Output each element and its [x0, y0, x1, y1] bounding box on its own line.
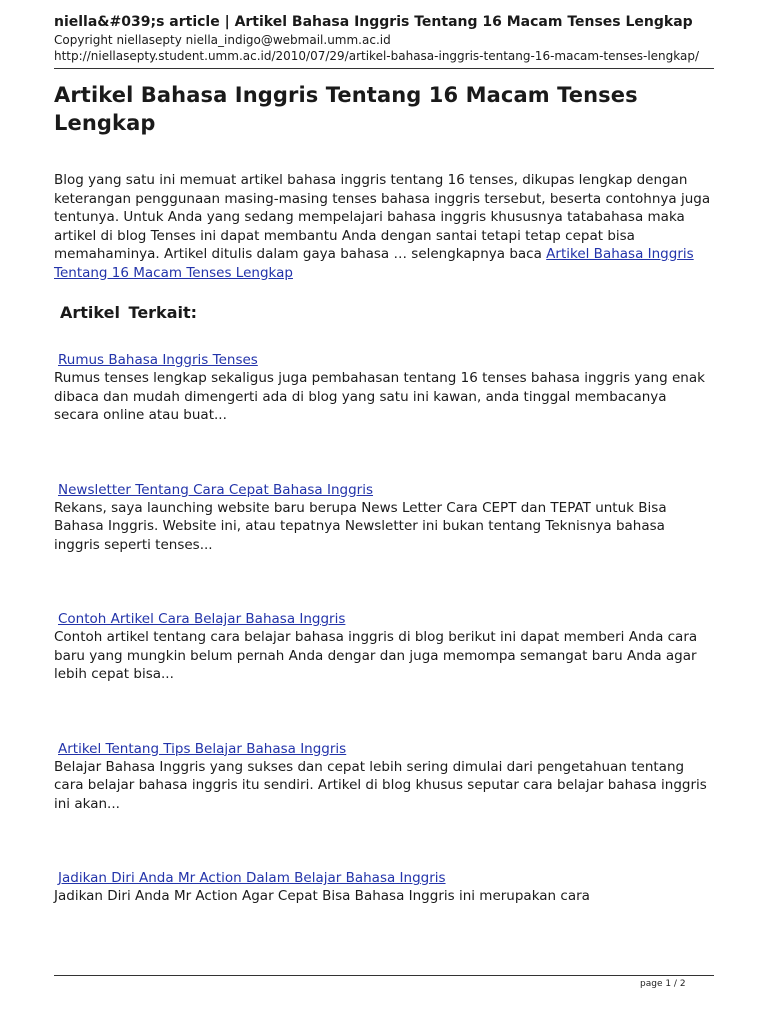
related-articles-heading: Artikel Terkait:	[60, 303, 198, 322]
related-article-description: Contoh artikel tentang cara belajar bahasa inggris di blog berikut ini dapat memberi Anda cara baru yang mungkin belum pernah Anda dengar dan juga memompa semangat baru Anda agar lebih cepat bisa...	[54, 629, 698, 682]
page-number: page 1 / 2	[640, 979, 686, 989]
document-page	[54, 12, 714, 962]
related-article-link[interactable]: Newsletter Tentang Cara Cepat Bahasa Inggris	[58, 481, 374, 498]
related-article-description: Jadikan Diri Anda Mr Action Agar Cepat Bisa Bahasa Inggris ini merupakan cara	[54, 888, 590, 904]
related-article-link[interactable]: Rumus Bahasa Inggris Tenses	[58, 352, 258, 368]
related-article-item	[54, 481, 714, 555]
related-article-link[interactable]: Artikel Tentang Tips Belajar Bahasa Inggris	[58, 740, 347, 757]
document-copyright: Copyright niellasepty niella_indigo@webmail.umm.ac.id	[54, 33, 391, 47]
related-article-description: Rumus tenses lengkap sekaligus juga pembahasan tentang 16 tenses bahasa inggris yang enak dibaca dan mudah dimengerti ada di blog yang satu ini kawan, anda tinggal membacanya secara online atau buat...	[54, 370, 705, 423]
document-source-url: http://niellasepty.student.umm.ac.id/2010/07/29/artikel-bahasa-inggris-tentang-16-macam-tenses-lengkap/	[54, 49, 700, 63]
related-article-item	[54, 610, 714, 684]
header-divider	[54, 68, 714, 69]
document-header-title: niella&#039;s article | Artikel Bahasa Inggris Tentang 16 Macam Tenses Lengkap	[54, 14, 693, 30]
related-article-item	[54, 740, 714, 814]
article-intro-text: Blog yang satu ini memuat artikel bahasa inggris tentang 16 tenses, dikupas lengkap dengan keterangan penggunaan masing-masing tenses bahasa inggris tersebut, beserta contohnya juga tentunya. Untuk Anda yang sedang mempelajari bahasa inggris khususnya tatabahasa maka artikel di blog Tenses ini dapat membantu Anda dengan santai tetapi tetap cepat bisa memahaminya. Artikel ditulis dalam gaya bahasa … selengkapnya baca	[54, 172, 711, 262]
related-article-link[interactable]: Jadikan Diri Anda Mr Action Dalam Belajar Bahasa Inggris	[58, 870, 446, 886]
related-article-description: Rekans, saya launching website baru berupa News Letter Cara CEPT dan TEPAT untuk Bisa Bahasa Inggris. Website ini, atau tepatnya Newsletter ini bukan tentang Teknisnya bahasa inggris seperti tenses...	[54, 499, 667, 553]
article-intro	[54, 171, 714, 282]
article-read-more-link[interactable]: Artikel Bahasa Inggris Tentang 16 Macam Tenses Lengkap	[54, 246, 694, 281]
footer-divider	[54, 975, 714, 976]
related-article-item	[54, 869, 714, 906]
article-title: Artikel Bahasa Inggris Tentang 16 Macam Tenses Lengkap	[54, 83, 638, 135]
related-article-link[interactable]: Contoh Artikel Cara Belajar Bahasa Inggris	[58, 611, 346, 627]
related-article-description: Belajar Bahasa Inggris yang sukses dan cepat lebih sering dimulai dari pengetahuan tentang cara belajar bahasa inggris itu sendiri. Artikel di blog khusus seputar cara belajar bahasa inggris ini akan...	[54, 758, 707, 812]
related-articles-list	[54, 351, 714, 906]
related-article-item	[54, 351, 714, 425]
